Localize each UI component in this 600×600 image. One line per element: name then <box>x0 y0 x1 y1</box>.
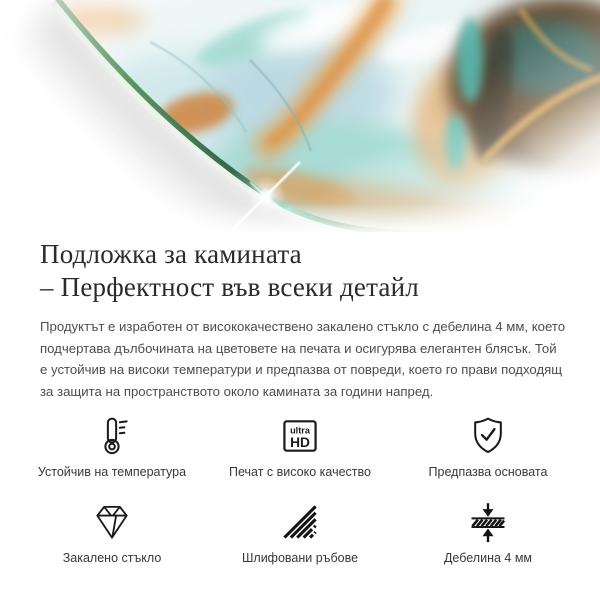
feature-protects-base <box>394 414 582 480</box>
ultra-hd-icon <box>278 414 322 458</box>
shield-check-icon <box>466 414 510 458</box>
ultra-hd-text-top: ultra <box>290 425 310 436</box>
polished-edges-icon <box>278 500 322 544</box>
diamond-icon <box>90 500 134 544</box>
feature-label: Шлифовани ръбове <box>241 551 359 565</box>
product-description: Продуктът е изработен от висококачествено закалено стъкло с дебелина 4 мм, което подчертава дълбочината на цветовете на печата и осигурява елегантен блясък. Той е устойчив на високи температури и предпазва от повреди, което го прави подходящ за защита на пространството около камината за години напред. <box>40 319 566 399</box>
feature-label: Предпазва основата <box>428 465 548 479</box>
feature-print-quality <box>206 414 394 480</box>
feature-label: Устойчив на температура <box>37 465 187 479</box>
product-content <box>0 238 600 566</box>
feature-polished-edges <box>206 500 394 566</box>
feature-label: Закалено стъкло <box>62 551 162 565</box>
title-line-2: – Перфектност във всеки детайл <box>40 272 419 302</box>
ultra-hd-text-bottom: HD <box>290 435 310 450</box>
features-grid <box>18 414 582 566</box>
fade-bottom <box>0 200 600 232</box>
product-image <box>0 0 600 232</box>
feature-thickness <box>394 500 582 566</box>
page-title <box>40 238 560 304</box>
title-line-1: Подложка за камината <box>40 239 302 269</box>
feature-label: Печат с високо качество <box>229 465 371 479</box>
thermometer-icon <box>90 414 134 458</box>
feature-temperature <box>18 414 206 480</box>
product-hero <box>0 0 600 232</box>
feature-label: Дебелина 4 мм <box>443 551 533 565</box>
thickness-icon <box>466 500 510 544</box>
feature-tempered-glass <box>18 500 206 566</box>
